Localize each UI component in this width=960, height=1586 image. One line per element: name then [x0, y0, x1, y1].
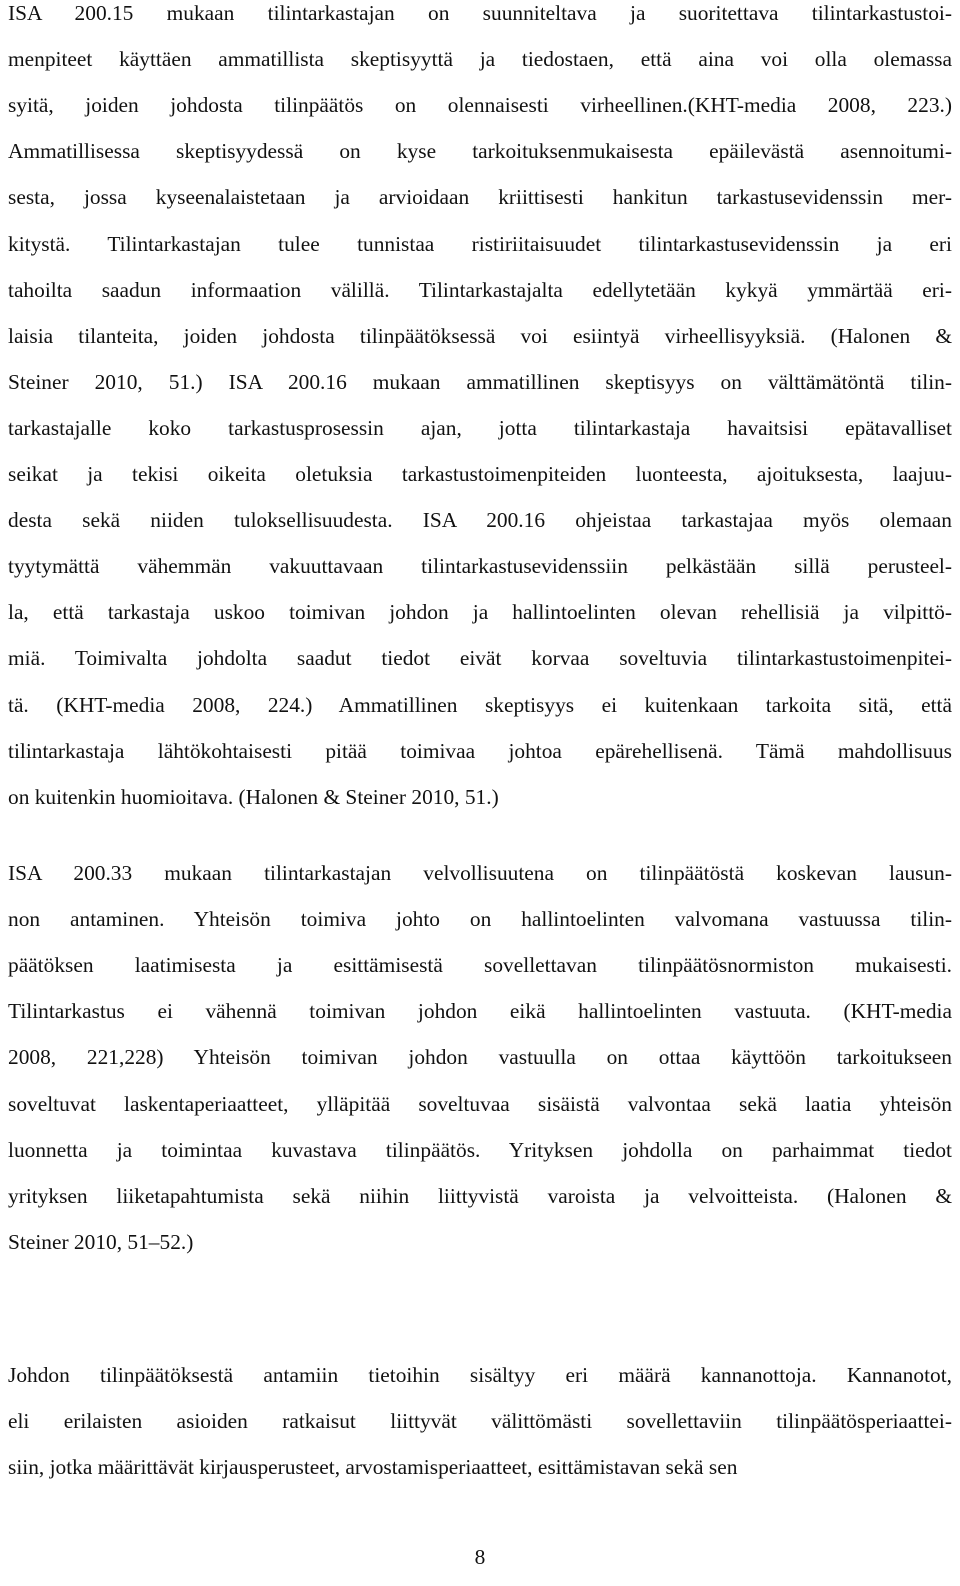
text-line: luonnetta ja toimintaa kuvastava tilinpäätös. Yrityksen johdolla on parhaimmat tiedot [8, 1137, 952, 1162]
page-number: 8 [474, 1545, 486, 1569]
text-line: on kuitenkin huomioitava. (Halonen & Steiner 2010, 51.) [8, 784, 499, 809]
text-line: non antaminen. Yhteisön toimiva johto on hallintoelinten valvomana vastuussa tilin- [8, 907, 952, 932]
text-line: sesta, jossa kyseenalaistetaan ja arvioidaan kriittisesti hankitun tarkastusevidenssin mer- [8, 185, 952, 210]
text-line: laisia tilanteita, joiden johdosta tilinpäätöksessä voi esiintyä virheellisyyksiä. (Halonen & [8, 323, 952, 348]
text-line: tä. (KHT-media 2008, 224.) Ammatillinen skeptisyys ei kuitenkaan tarkoita sitä, että [8, 692, 952, 717]
text-line: tarkastajalle koko tarkastusprosessin ajan, jotta tilintarkastaja havaitsisi epätavalliset [8, 415, 952, 440]
text-line: miä. Toimivalta johdolta saadut tiedot eivät korvaa soveltuvia tilintarkastustoimenpitei- [8, 646, 952, 671]
text-line: la, että tarkastaja uskoo toimivan johdon ja hallintoelinten olevan rehellisiä ja vilpittö- [8, 600, 952, 625]
text-line: 2008, 221,228) Yhteisön toimivan johdon vastuulla on ottaa käyttöön tarkoitukseen [8, 1045, 952, 1070]
text-line: yrityksen liiketapahtumista sekä niihin liittyvistä varoista ja velvoitteista. (Halonen & [8, 1183, 952, 1208]
text-line: päätöksen laatimisesta ja esittämisestä sovellettavan tilinpäätösnormiston mukaisesti. [8, 953, 952, 978]
text-line: ISA 200.33 mukaan tilintarkastajan velvollisuutena on tilinpäätöstä koskevan lausun- [8, 861, 952, 885]
text-line: tahoilta saadun informaation välillä. Tilintarkastajalta edellytetään kykyä ymmärtää eri- [8, 277, 952, 302]
text-line: kitystä. Tilintarkastajan tulee tunnistaa ristiriitaisuudet tilintarkastusevidenssin ja eri [8, 231, 952, 256]
text-line: soveltuvat laskentaperiaatteet, ylläpitää soveltuvaa sisäistä valvontaa sekä laatia yhteisön [8, 1091, 952, 1116]
text-line: seikat ja tekisi oikeita oletuksia tarkastustoimenpiteiden luonteesta, ajoituksesta, laajuu- [8, 462, 952, 486]
text-line: Tilintarkastus ei vähennä toimivan johdon eikä hallintoelinten vastuuta. (KHT-media [8, 999, 952, 1024]
text-line: desta sekä niiden tuloksellisuudesta. ISA 200.16 ohjeistaa tarkastajaa myös olemaan [8, 508, 952, 533]
text-line: syitä, joiden johdosta tilinpäätös on olennaisesti virheellinen.(KHT-media 2008, 223.) [8, 93, 952, 118]
text-line: Steiner 2010, 51–52.) [8, 1229, 194, 1254]
text-line: ISA 200.15 mukaan tilintarkastajan on suunniteltava ja suoritettava tilintarkastustoi- [8, 1, 952, 25]
text-line: tilintarkastaja lähtökohtaisesti pitää toimivaa johtoa epärehellisenä. Tämä mahdollisuus [8, 738, 952, 763]
text-line: tyytymättä vähemmän vakuuttavaan tilintarkastusevidenssiin pelkästään sillä perusteel- [8, 554, 952, 579]
text-line: Johdon tilinpäätöksestä antamiin tietoihin sisältyy eri määrä kannanottoja. Kannanotot, [8, 1363, 952, 1387]
text-line: siin, jotka määrittävät kirjausperusteet, arvostamisperiaatteet, esittämistavan sekä sen [8, 1455, 738, 1480]
text-line: eli erilaisten asioiden ratkaisut liittyvät välittömästi sovellettaviin tilinpäätösperiaattei- [8, 1409, 952, 1434]
text-line: menpiteet käyttäen ammatillista skeptisyyttä ja tiedostaen, että aina voi olla olemassa [8, 47, 952, 72]
text-line: Ammatillisessa skeptisyydessä on kyse tarkoituksenmukaisesta epäilevästä asennoitumi- [8, 139, 952, 164]
text-line: Steiner 2010, 51.) ISA 200.16 mukaan ammatillinen skeptisyys on välttämätöntä tilin- [8, 369, 952, 394]
